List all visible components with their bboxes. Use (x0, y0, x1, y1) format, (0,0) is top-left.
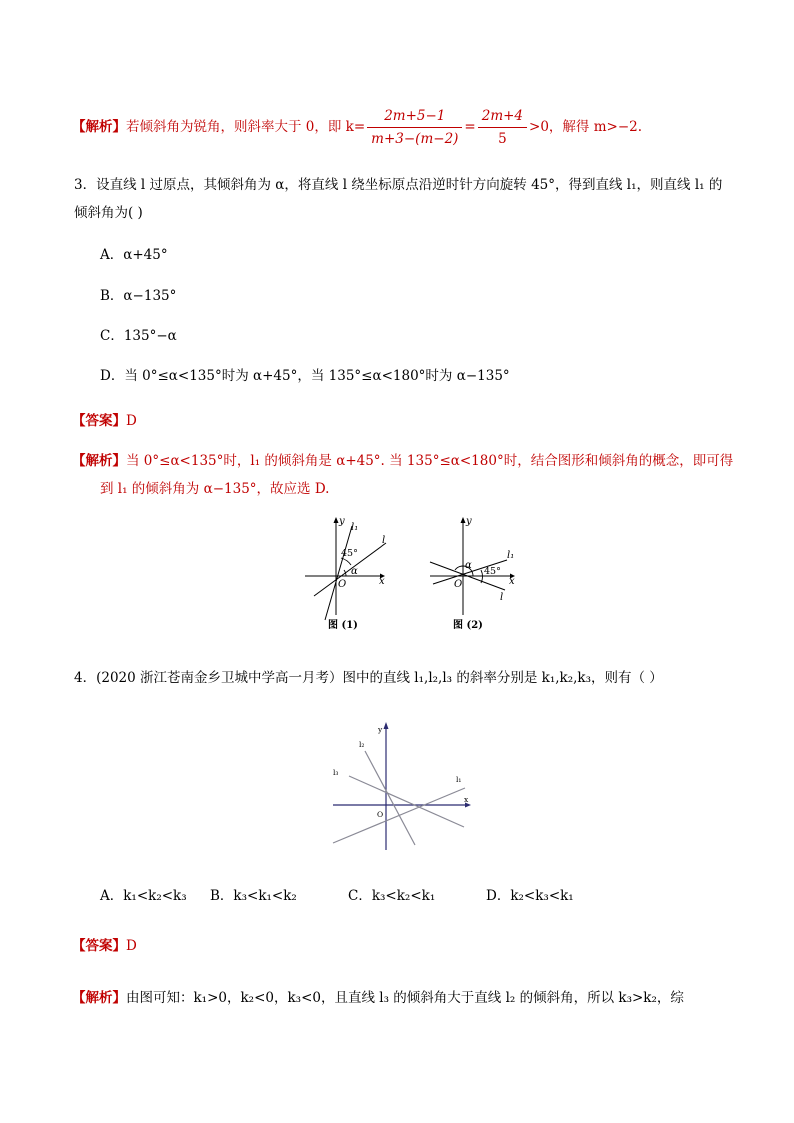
fig1-label-o: O (338, 579, 347, 590)
fig2-label-45: 45° (484, 566, 501, 577)
q3-answer (72, 409, 137, 429)
q4-answer (72, 934, 137, 954)
q4-label-x: x (464, 795, 469, 804)
q3-option-c: C．135°−α (100, 328, 177, 344)
fig2-caption: 图 (2) (453, 620, 483, 631)
q3-analysis-line1 (72, 449, 733, 469)
fraction-2 (478, 108, 527, 147)
q4-analysis-tag: 【解析】 (72, 990, 126, 1006)
q4-label-l1: l₁ (456, 775, 462, 784)
q3-answer-value: D (126, 413, 137, 429)
solution-top (72, 108, 642, 147)
fraction-1 (367, 108, 462, 147)
q3-analysis-tag: 【解析】 (72, 453, 126, 469)
solution-text-1: 若倾斜角为锐角，则斜率大于 0，即 k= (126, 119, 366, 135)
q4-answer-value: D (126, 938, 137, 954)
q4-option-d: D．k₂<k₃<k₁ (486, 888, 574, 904)
q3-analysis-text-1: 当 0°≤α<135°时，l₁ 的倾斜角是 α+45°. 当 135°≤α<180°时，结合图形和倾斜角的概念，即可得 (126, 453, 734, 469)
q3-figure-1 (300, 510, 410, 635)
fig1-label-45: 45° (341, 548, 358, 559)
fig2-label-o: O (454, 579, 463, 590)
fig2-label-l: l (500, 592, 504, 603)
q4-graph (327, 718, 477, 853)
q3-stem-line2: 倾斜角为( ) (74, 205, 143, 221)
q3-stem-line1: 3．设直线 l 过原点，其倾斜角为 α，将直线 l 绕坐标原点沿逆时针方向旋转 45°，得到直线 l₁，则直线 l₁ 的 (74, 177, 723, 193)
q4-label-l2: l₂ (359, 740, 365, 749)
fig1-line-l1 (325, 526, 352, 620)
solution-text-2: >0，解得 m>−2. (529, 119, 643, 135)
fig1-caption: 图 (1) (328, 620, 358, 631)
solution-tag: 【解析】 (72, 119, 126, 135)
fraction-2-numerator: 2m+4 (478, 108, 527, 128)
fig1-label-l: l (382, 535, 386, 546)
fig2-label-alpha: α (465, 560, 472, 571)
fig1-y-arrow (334, 517, 339, 523)
q3-answer-tag: 【答案】 (72, 413, 126, 429)
q4-line-l3 (349, 776, 464, 827)
q3-option-a: A．α+45° (100, 247, 168, 263)
fig2-label-y: y (466, 516, 472, 527)
fig1-label-y: y (339, 516, 345, 527)
fig1-label-x: x (379, 576, 385, 587)
fig2-label-x: x (509, 576, 515, 587)
q4-answer-tag: 【答案】 (72, 938, 126, 954)
q3-option-b: B．α−135° (100, 288, 177, 304)
q4-label-o: O (377, 810, 384, 819)
q3-option-d: D．当 0°≤α<135°时为 α+45°，当 135°≤α<180°时为 α−135° (100, 368, 510, 384)
q4-stem: 4．(2020 浙江苍南金乡卫城中学高一月考）图中的直线 l₁,l₂,l₃ 的斜率分别是 k₁,k₂,k₃，则有（ ） (74, 670, 663, 686)
fig1-label-alpha: α (351, 566, 358, 577)
fraction-1-denominator: m+3−(m−2) (371, 131, 459, 147)
equals-sign: = (464, 119, 476, 135)
q4-analysis-text: 由图可知：k₁>0，k₂<0，k₃<0，且直线 l₃ 的倾斜角大于直线 l₂ 的倾斜角，所以 k₃>k₂，综 (126, 990, 684, 1006)
fig2-y-arrow (461, 517, 466, 523)
q3-figure-2 (425, 510, 525, 635)
q4-option-c: C．k₃<k₂<k₁ (348, 888, 436, 904)
q4-label-l3: l₃ (333, 768, 339, 777)
fig2-label-l1: l₁ (507, 550, 515, 561)
fraction-2-denominator: 5 (498, 131, 507, 147)
q4-label-y: y (378, 725, 383, 734)
q4-option-b: B．k₃<k₁<k₂ (210, 888, 297, 904)
q3-analysis-line2: 到 l₁ 的倾斜角为 α−135°，故应选 D. (100, 481, 330, 497)
fig1-label-l1: l₁ (351, 522, 359, 533)
q4-option-a: A．k₁<k₂<k₃ (100, 888, 187, 904)
q4-y-arrow (384, 722, 389, 729)
q4-line-l2 (365, 751, 415, 845)
q4-analysis (72, 986, 684, 1006)
fraction-1-numerator: 2m+5−1 (367, 108, 462, 128)
